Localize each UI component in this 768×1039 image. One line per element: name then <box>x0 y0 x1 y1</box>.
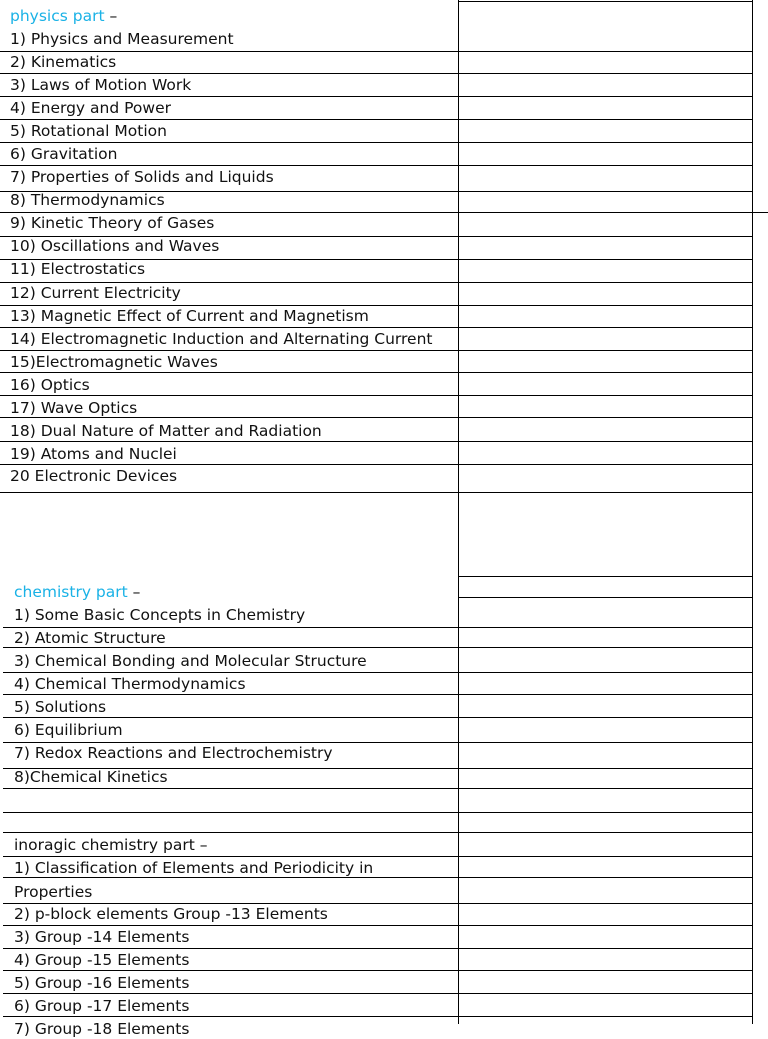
physics-list-item: 18) Dual Nature of Matter and Radiation <box>10 422 322 440</box>
row-rule <box>458 417 752 418</box>
row-rule <box>458 768 752 769</box>
physics-list-item: 2) Kinematics <box>10 53 117 71</box>
row-rule <box>458 903 752 904</box>
row-rule <box>3 948 458 949</box>
row-rule <box>458 742 752 743</box>
row-rule <box>458 597 752 598</box>
row-rule <box>0 165 458 166</box>
physics-list-item: 13) Magnetic Effect of Current and Magnetism <box>10 307 369 325</box>
inorganic-list-item: 3) Group -14 Elements <box>14 928 190 946</box>
row-rule <box>458 694 752 695</box>
physics-list-item: 1) Physics and Measurement <box>10 30 234 48</box>
row-rule <box>458 191 752 192</box>
physics-list-item: 7) Properties of Solids and Liquids <box>10 168 274 186</box>
inorganic-heading: inoragic chemistry part – <box>14 836 208 854</box>
row-rule <box>458 372 752 373</box>
row-rule <box>458 832 752 833</box>
row-rule <box>458 993 752 994</box>
physics-list-item: 17) Wave Optics <box>10 399 138 417</box>
inorganic-list-item: 5) Group -16 Elements <box>14 974 190 992</box>
row-rule <box>3 1016 458 1017</box>
chemistry-heading <box>14 582 140 602</box>
row-rule <box>0 73 458 74</box>
row-rule <box>3 812 458 813</box>
row-rule <box>0 395 458 396</box>
row-rule <box>458 73 752 74</box>
physics-list-item: 9) Kinetic Theory of Gases <box>10 214 215 232</box>
row-rule <box>458 948 752 949</box>
row-rule <box>458 212 768 213</box>
chemistry-heading-dash: – <box>127 583 141 601</box>
row-rule <box>458 877 752 878</box>
inorganic-list-item: 7) Group -18 Elements <box>14 1020 190 1038</box>
inorganic-list-item: 1) Classification of Elements and Periodicity in <box>14 859 374 877</box>
row-rule <box>458 647 752 648</box>
row-rule <box>0 327 458 328</box>
physics-heading-label: physics part <box>10 7 105 25</box>
chemistry-list-item: 1) Some Basic Concepts in Chemistry <box>14 606 306 624</box>
physics-list-item: 5) Rotational Motion <box>10 122 167 140</box>
physics-heading-dash: – <box>104 7 118 25</box>
row-rule <box>3 925 458 926</box>
row-rule <box>458 236 752 237</box>
row-rule <box>458 327 752 328</box>
row-rule <box>458 165 752 166</box>
physics-list-item: 6) Gravitation <box>10 145 118 163</box>
physics-list-item: 4) Energy and Power <box>10 99 171 117</box>
row-rule <box>0 464 458 465</box>
row-rule <box>3 993 458 994</box>
row-rule <box>3 856 458 857</box>
row-rule <box>3 832 458 833</box>
physics-list-item: 19) Atoms and Nuclei <box>10 445 177 463</box>
physics-list-item: 15)Electromagnetic Waves <box>10 353 218 371</box>
chemistry-list-item: 2) Atomic Structure <box>14 629 166 647</box>
row-rule <box>458 492 752 493</box>
physics-list-item: 3) Laws of Motion Work <box>10 76 192 94</box>
physics-list-item: 16) Optics <box>10 376 90 394</box>
row-rule <box>0 441 458 442</box>
inorganic-list-item: 4) Group -15 Elements <box>14 951 190 969</box>
row-rule <box>458 788 752 789</box>
physics-list-item: 10) Oscillations and Waves <box>10 237 220 255</box>
chemistry-list-item: 7) Redox Reactions and Electrochemistry <box>14 744 333 762</box>
row-rule <box>3 788 458 789</box>
row-rule <box>3 672 458 673</box>
row-rule <box>458 282 752 283</box>
row-rule <box>458 812 752 813</box>
row-rule <box>3 694 458 695</box>
row-rule <box>458 441 752 442</box>
row-rule <box>458 717 752 718</box>
inorganic-list-item: 2) p-block elements Group -13 Elements <box>14 905 328 923</box>
row-rule <box>458 576 752 577</box>
row-rule <box>458 672 752 673</box>
row-rule <box>458 1 752 2</box>
physics-heading <box>10 6 117 26</box>
row-rule <box>0 119 458 120</box>
physics-list-item: 14) Electromagnetic Induction and Alternating Current <box>10 330 433 348</box>
row-rule <box>0 350 458 351</box>
physics-list-item: 8) Thermodynamics <box>10 191 165 209</box>
physics-list-item: 11) Electrostatics <box>10 260 146 278</box>
row-rule <box>0 492 458 493</box>
chemistry-list-item: 6) Equilibrium <box>14 721 123 739</box>
chemistry-list-item: 5) Solutions <box>14 698 107 716</box>
column-rule <box>458 0 459 1024</box>
chemistry-list-item: 8)Chemical Kinetics <box>14 768 168 786</box>
inorganic-list-item: Properties <box>14 883 93 901</box>
chemistry-list-item: 4) Chemical Thermodynamics <box>14 675 246 693</box>
row-rule <box>0 372 458 373</box>
row-rule <box>3 717 458 718</box>
chemistry-heading-label: chemistry part <box>14 583 128 601</box>
chemistry-list-item: 3) Chemical Bonding and Molecular Structure <box>14 652 367 670</box>
inorganic-list-item: 6) Group -17 Elements <box>14 997 190 1015</box>
row-rule <box>458 119 752 120</box>
row-rule <box>458 259 752 260</box>
row-rule <box>458 305 752 306</box>
row-rule <box>3 970 458 971</box>
row-rule <box>458 350 752 351</box>
row-rule <box>458 970 752 971</box>
column-rule <box>752 0 753 1024</box>
row-rule <box>458 464 752 465</box>
row-rule <box>458 142 752 143</box>
row-rule <box>458 96 752 97</box>
row-rule <box>458 1016 752 1017</box>
row-rule <box>458 51 752 52</box>
row-rule <box>458 856 752 857</box>
physics-list-item: 20 Electronic Devices <box>10 467 178 485</box>
row-rule <box>0 96 458 97</box>
row-rule <box>458 925 752 926</box>
row-rule <box>0 142 458 143</box>
row-rule <box>458 395 752 396</box>
row-rule <box>458 627 752 628</box>
physics-list-item: 12) Current Electricity <box>10 284 181 302</box>
